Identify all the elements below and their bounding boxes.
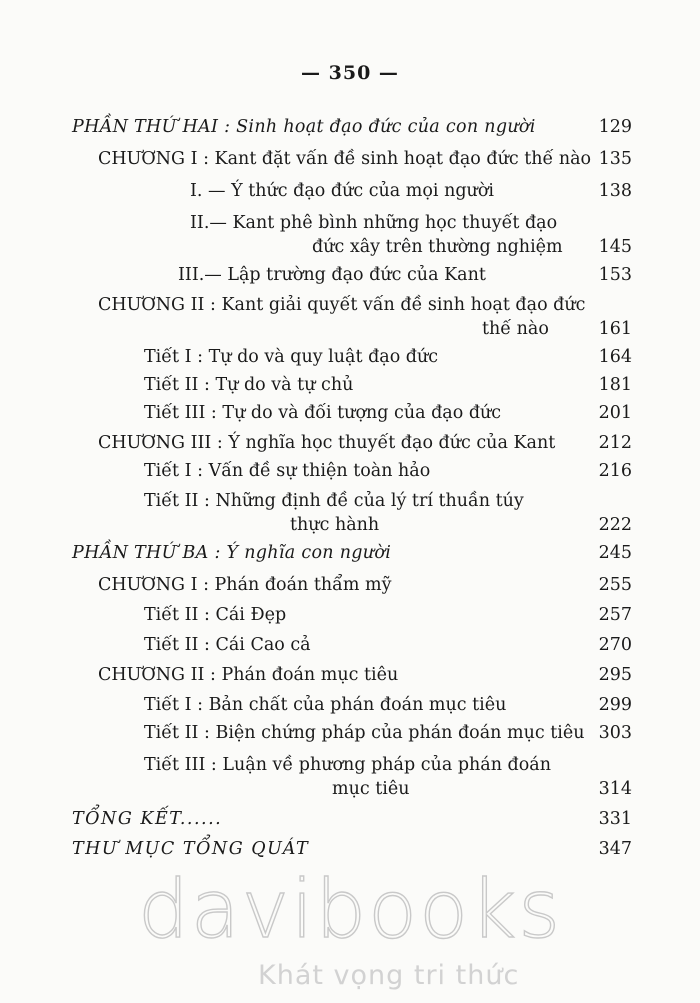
- toc-entry-chapter: [0, 431, 700, 461]
- toc-entry-subsection: [0, 693, 700, 723]
- toc-entry-section: [0, 179, 700, 209]
- toc-entry-text: thực hành: [290, 515, 380, 535]
- toc-entry-text: CHƯƠNG I : Phán đoán thẩm mỹ: [98, 575, 392, 595]
- toc-entry-text: mục tiêu: [332, 779, 410, 799]
- toc-entry-continuation: [0, 235, 700, 265]
- toc-entry-text: CHƯƠNG II : Phán đoán mục tiêu: [98, 665, 399, 685]
- toc-entry-page: 295: [598, 665, 632, 685]
- toc-entry-subsection: [0, 633, 700, 663]
- toc-entry-subsection: [0, 345, 700, 375]
- toc-entry-part-2: [0, 115, 700, 145]
- toc-entry-text: Tiết I : Bản chất của phán đoán mục tiêu: [144, 695, 507, 715]
- toc-entry-text: Tiết I : Vấn đề sự thiện toàn hảo: [144, 461, 431, 481]
- toc-entry-page: 257: [598, 605, 632, 625]
- toc-entry-text: Tiết II : Cái Đẹp: [144, 605, 287, 625]
- toc-entry-text: Tiết II : Tự do và tự chủ: [144, 375, 354, 395]
- toc-entry-chapter: [0, 147, 700, 177]
- toc-entry-page: 245: [598, 543, 632, 563]
- toc-entry-page: 161: [598, 319, 632, 339]
- toc-entry-text: III.— Lập trường đạo đức của Kant: [178, 265, 486, 285]
- toc-entry-text: I. — Ý thức đạo đức của mọi người: [190, 181, 494, 201]
- toc-entry-chapter: [0, 663, 700, 693]
- toc-entry-text: II.— Kant phê bình những học thuyết đạo: [190, 213, 558, 233]
- toc-entry-page: 303: [598, 723, 632, 743]
- toc-entry-text: PHẦN THỨ HAI : Sinh hoạt đạo đức của con người: [72, 117, 536, 137]
- toc-entry-text: THƯ MỤC TỔNG QUÁT: [72, 839, 310, 859]
- toc-entry-chapter: [0, 573, 700, 603]
- toc-entry-page: 129: [598, 117, 632, 137]
- toc-entry-page: 222: [598, 515, 632, 535]
- toc-entry-continuation: [0, 513, 700, 543]
- page-number: — 350 —: [301, 62, 399, 84]
- toc-entry-page: 255: [598, 575, 632, 595]
- toc-entry-page: 270: [598, 635, 632, 655]
- toc-entry-text: thế nào: [482, 319, 549, 339]
- toc-entry-page: 145: [598, 237, 632, 257]
- toc-entry-page: 138: [598, 181, 632, 201]
- toc-entry-page: 299: [598, 695, 632, 715]
- toc-entry-text: Tiết II : Cái Cao cả: [144, 635, 311, 655]
- toc-entry-part-3: [0, 541, 700, 571]
- toc-entry-text: TỔNG KẾT......: [72, 809, 223, 829]
- toc-entry-page: 314: [598, 779, 632, 799]
- toc-entry-subsection: [0, 401, 700, 431]
- toc-entry-continuation: [0, 317, 700, 347]
- toc-entry-section: [0, 263, 700, 293]
- watermark-tagline: Khát vọng tri thức: [258, 960, 520, 991]
- toc-entry-page: 331: [598, 809, 632, 829]
- toc-entry-text: CHƯƠNG III : Ý nghĩa học thuyết đạo đức của Kant: [98, 433, 556, 453]
- watermark-logo: davibooks: [137, 863, 563, 956]
- toc-entry-text: Tiết III : Tự do và đối tượng của đạo đức: [144, 403, 502, 423]
- toc-entry-page: 201: [598, 403, 632, 423]
- toc-entry-subsection: [0, 721, 700, 751]
- toc-entry-page: 135: [598, 149, 632, 169]
- toc-entry-page: 212: [598, 433, 632, 453]
- toc-entry-text: CHƯƠNG II : Kant giải quyết vấn đề sinh hoạt đạo đức: [98, 295, 586, 315]
- toc-entry-text: CHƯƠNG I : Kant đặt vấn đề sinh hoạt đạo đức thế nào: [98, 149, 592, 169]
- toc-entry-subsection: [0, 459, 700, 489]
- toc-entry-text: Tiết II : Biện chứng pháp của phán đoán mục tiêu: [144, 723, 585, 743]
- toc-entry-page: 153: [598, 265, 632, 285]
- toc-entry-text: PHẦN THỨ BA : Ý nghĩa con người: [72, 543, 392, 563]
- toc-entry-page: 347: [598, 839, 632, 859]
- toc-entry-page: 216: [598, 461, 632, 481]
- toc-entry-text: đức xây trên thường nghiệm: [312, 237, 563, 257]
- toc-entry-text: Tiết III : Luận về phương pháp của phán đoán: [144, 755, 552, 775]
- toc-entry-subsection: [0, 603, 700, 633]
- toc-entry-text: Tiết II : Những định đề của lý trí thuần túy: [144, 491, 524, 511]
- toc-entry-page: 181: [598, 375, 632, 395]
- toc-entry-conclusion: [0, 807, 700, 837]
- toc-entry-continuation: [0, 777, 700, 807]
- toc-entry-page: 164: [598, 347, 632, 367]
- toc-entry-text: Tiết I : Tự do và quy luật đạo đức: [144, 347, 439, 367]
- toc-entry-subsection: [0, 373, 700, 403]
